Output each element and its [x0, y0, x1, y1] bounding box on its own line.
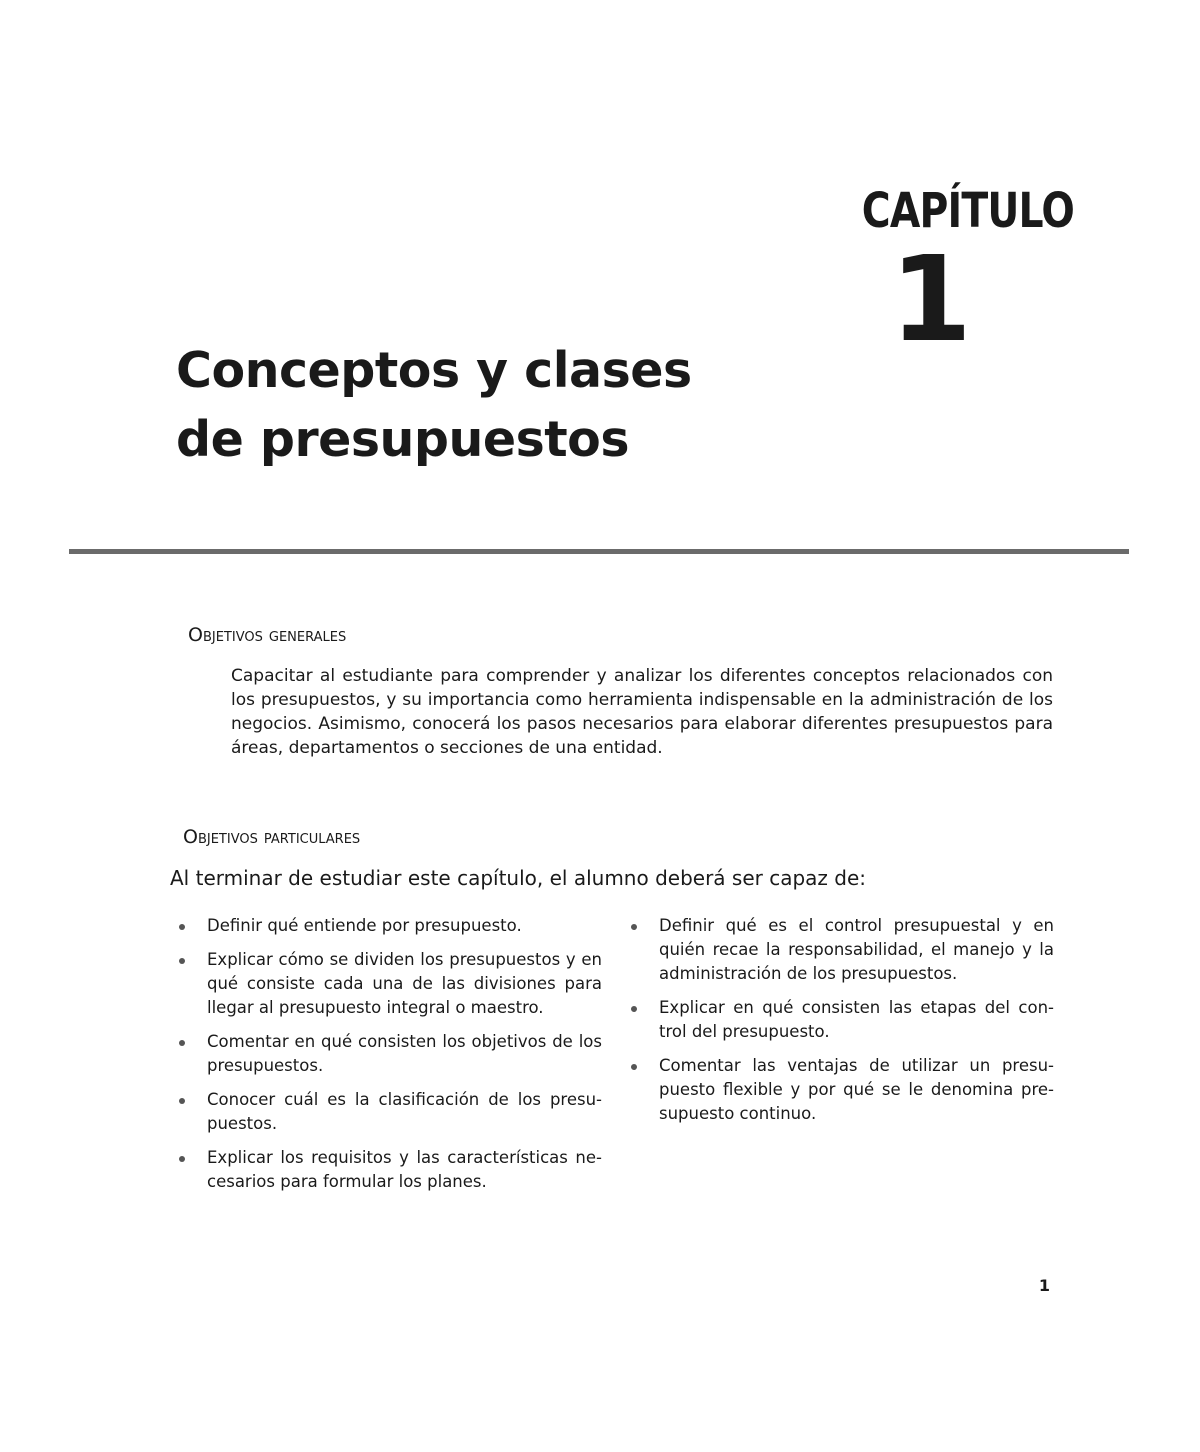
list-item	[176, 1146, 602, 1194]
bullet-icon	[179, 1098, 185, 1104]
chapter-title-line-2: de presupuestos	[176, 411, 629, 468]
general-objectives-heading: Objetivos generales	[188, 624, 347, 646]
chapter-title	[176, 336, 796, 474]
bullet-icon	[179, 1040, 185, 1046]
list-item-text: Definir qué entiende por presupuesto.	[207, 916, 522, 935]
objectives-list-right	[628, 914, 1054, 1136]
list-item-text: Explicar los requisitos y las características ne-cesarios para formular los planes.	[207, 1148, 602, 1191]
particular-objectives-intro: Al terminar de estudiar este capítulo, el alumno deberá ser capaz de:	[170, 866, 867, 890]
particular-objectives-heading: Objetivos particulares	[183, 826, 361, 848]
page-number: 1	[1038, 1276, 1050, 1295]
list-item-text: Definir qué es el control presupuestal y en quién recae la responsabilidad, el manejo y la administración de los presupuestos.	[659, 916, 1054, 983]
bullet-icon	[631, 1064, 637, 1070]
list-item	[176, 1030, 602, 1078]
list-item-text: Explicar cómo se dividen los presupuestos y en qué consiste cada una de las divisiones para llegar al presupuesto integral o maestro.	[207, 950, 602, 1017]
list-item	[176, 914, 602, 938]
list-item-text: Comentar en qué consisten los objetivos de los presupuestos.	[207, 1032, 602, 1075]
general-objectives-text: Capacitar al estudiante para comprender y analizar los diferentes conceptos relacionados con los presupuestos, y su importancia como herramienta indispensable en la administración de los negocios. Asimismo, conocerá los pasos necesarios para elaborar diferentes presupuestos para áreas, departamentos o secciones de una entidad.	[231, 666, 1053, 758]
list-item-text: Conocer cuál es la clasificación de los presu-puestos.	[207, 1090, 602, 1133]
bullet-icon	[179, 958, 185, 964]
objectives-list-left	[176, 914, 602, 1204]
chapter-title-line-1: Conceptos y clases	[176, 342, 692, 399]
list-item	[628, 996, 1054, 1044]
list-item	[628, 1054, 1054, 1126]
bullet-icon	[179, 1156, 185, 1162]
bullet-icon	[179, 924, 185, 930]
list-item	[176, 948, 602, 1020]
bullet-icon	[631, 1006, 637, 1012]
chapter-number: 1	[889, 230, 972, 368]
list-item-text: Comentar las ventajas de utilizar un presu-puesto flexible y por qué se le denomina pre-supuesto continuo.	[659, 1056, 1054, 1123]
list-item	[628, 914, 1054, 986]
list-item-text: Explicar en qué consisten las etapas del con-trol del presupuesto.	[659, 998, 1054, 1041]
bullet-icon	[631, 924, 637, 930]
chapter-label: CAPÍTULO	[861, 183, 1074, 239]
section-divider	[69, 549, 1129, 554]
list-item	[176, 1088, 602, 1136]
